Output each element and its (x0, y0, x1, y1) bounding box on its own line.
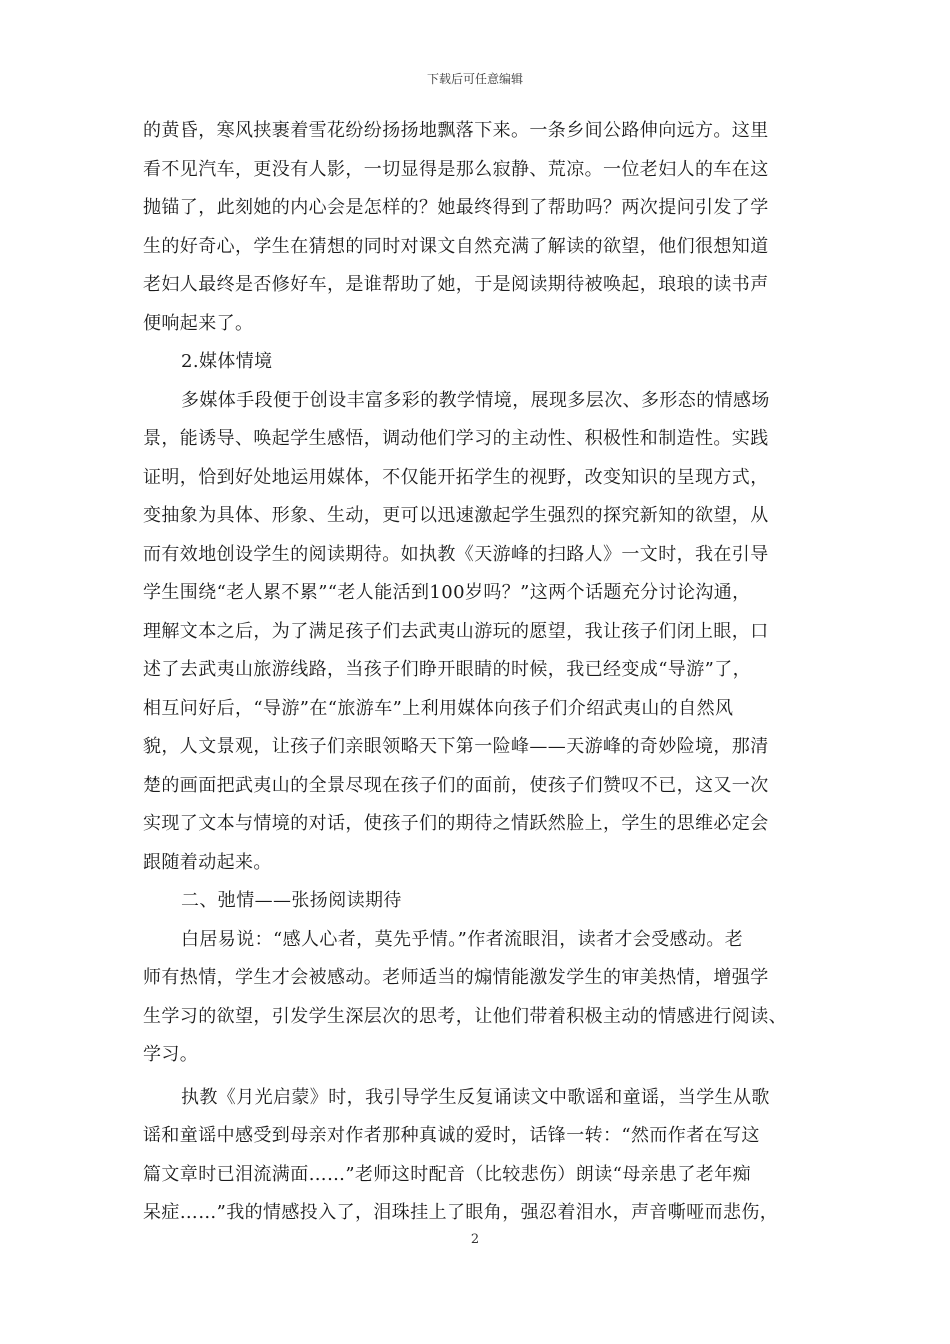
text-line: 相互问好后，“导游”在“旅游车”上利用媒体向孩子们介绍武夷山的自然风 (143, 697, 734, 719)
document-body (143, 112, 823, 1233)
text-line: 证明，恰到好处地运用媒体，不仅能开拓学生的视野，改变知识的呈现方式， (143, 466, 769, 488)
page-number: 2 (470, 1232, 480, 1247)
text-line: 篇文章时已泪流满面……”老师这时配音（比较悲伤）朗读“母亲患了老年痴 (143, 1163, 752, 1185)
text-line: 谣和童谣中感受到母亲对作者那种真诚的爱时，话锋一转：“然而作者在写这 (143, 1125, 760, 1146)
text-line: 抛锚了，此刻她的内心会是怎样的？她最终得到了帮助吗？两次提问引发了学 (143, 197, 769, 218)
text-line: 看不见汽车，更没有人影，一切显得是那么寂静、荒凉。一位老妇人的车在这 (143, 158, 769, 180)
text-line: 老妇人最终是否修好车，是谁帮助了她，于是阅读期待被唤起，琅琅的读书声 (143, 274, 769, 295)
text-line: 跟随着动起来。 (143, 851, 272, 873)
text-line: 学生围绕“老人累不累”“老人能活到100岁吗？”这两个话题充分讨论沟通， (143, 582, 751, 603)
page-header: 下载后可任意编辑 (426, 72, 523, 86)
text-line: 变抽象为具体、形象、生动，更可以迅速激起学生强烈的探究新知的欲望，从 (143, 505, 769, 526)
text-line: 述了去武夷山旅游线路，当孩子们睁开眼睛的时候，我已经变成“导游”了， (143, 659, 752, 680)
text-line: 白居易说：“感人心者，莫先乎情。”作者流眼泪，读者才会受感动。老 (181, 928, 744, 950)
text-line: 的黄昏，寒风挟裹着雪花纷纷扬扬地飘落下来。一条乡间公路伸向远方。这里 (143, 120, 769, 141)
text-line: 便响起来了。 (143, 312, 254, 334)
text-line: 理解文本之后，为了满足孩子们去武夷山游玩的愿望，我让孩子们闭上眼，口 (143, 620, 769, 642)
text-line: 学习。 (143, 1044, 199, 1065)
text-line: 实现了文本与情境的对话，使孩子们的期待之情跃然脸上，学生的思维必定会 (143, 813, 769, 834)
text-line: 而有效地创设学生的阅读期待。如执教《天游峰的扫路人》一文时，我在引导 (143, 543, 769, 565)
text-line: 师有热情，学生才会被感动。老师适当的煽情能激发学生的审美热情，增强学 (143, 967, 769, 988)
section-heading: 二、弛情——张扬阅读期待 (181, 890, 402, 911)
text-line: 楚的画面把武夷山的全景尽现在孩子们的面前，使孩子们赞叹不已，这又一次 (143, 774, 769, 796)
text-line: 生的好奇心，学生在猜想的同时对课文自然充满了解读的欲望，他们很想知道 (143, 235, 769, 257)
section-heading: 2.媒体情境 (181, 351, 273, 372)
text-line: 景，能诱导、唤起学生感悟，调动他们学习的主动性、积极性和制造性。实践 (143, 428, 769, 449)
text-line: 呆症……”我的情感投入了，泪珠挂上了眼角，强忍着泪水，声音嘶哑而悲伤， (143, 1202, 779, 1223)
text-line: 执教《月光启蒙》时，我引导学生反复诵读文中歌谣和童谣，当学生从歌 (181, 1086, 770, 1108)
text-line: 貌，人文景观，让孩子们亲眼领略天下第一险峰——天游峰的奇妙险境，那清 (143, 736, 769, 757)
text-line: 生学习的欲望，引发学生深层次的思考，让他们带着积极主动的情感进行阅读、 (143, 1005, 787, 1027)
text-line: 多媒体手段便于创设丰富多彩的教学情境，展现多层次、多形态的情感场 (181, 389, 770, 411)
